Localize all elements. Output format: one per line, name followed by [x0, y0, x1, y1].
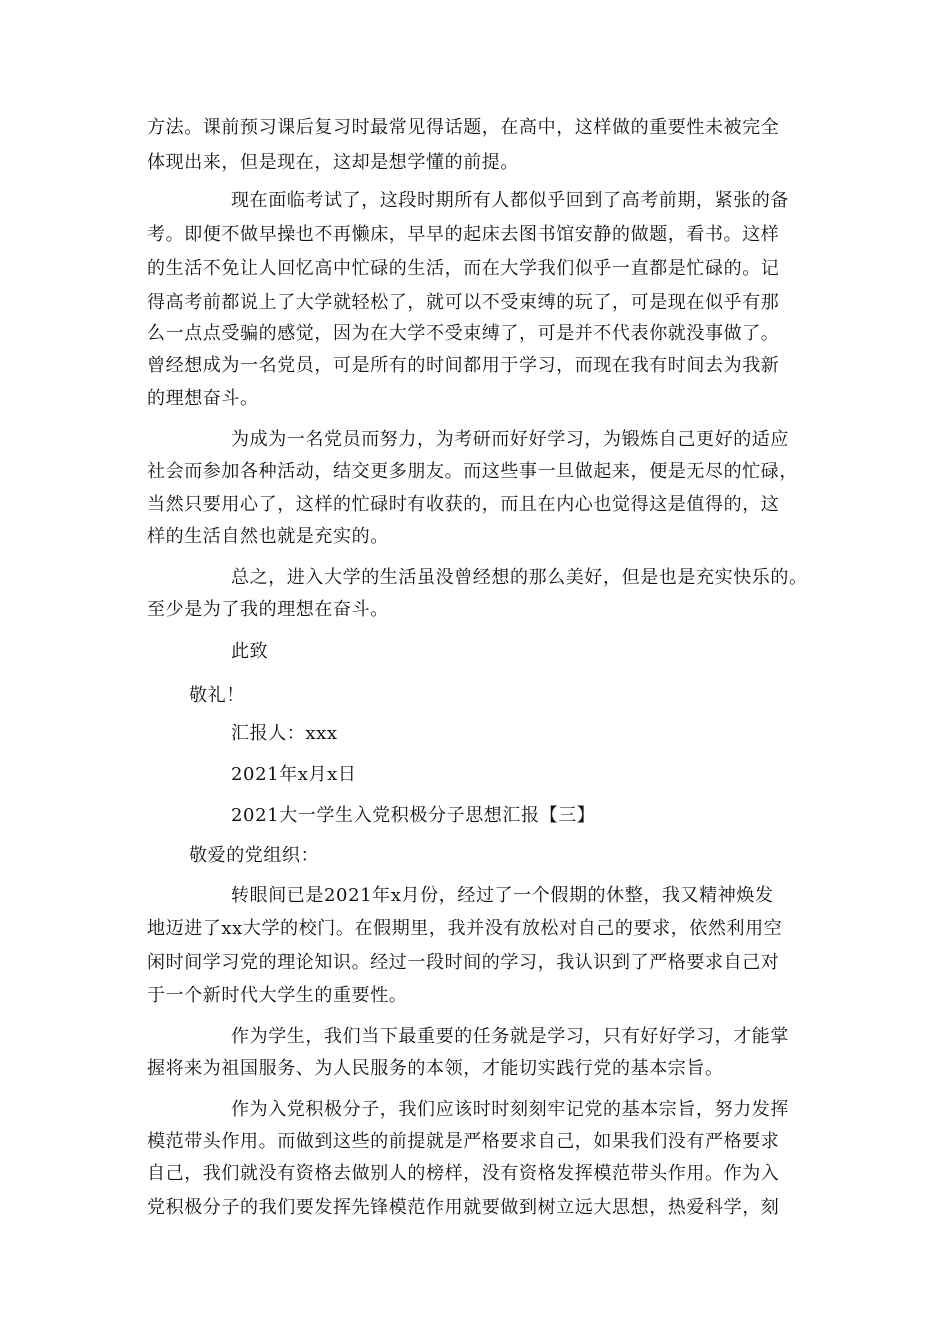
report-date: 2021年x月x日 — [231, 764, 357, 785]
text-line: 体现出来，但是现在，这却是想学懂的前提。 — [147, 152, 519, 173]
text-line: 转眼间已是2021年x月份，经过了一个假期的休整，我又精神焕发 — [231, 885, 774, 906]
text-line: 握将来为祖国服务、为人民服务的本领，才能切实践行党的基本宗旨。 — [147, 1058, 724, 1079]
text-line: 作为入党积极分子，我们应该时时刻刻牢记党的基本宗旨，努力发挥 — [231, 1099, 789, 1120]
text-line: 当然只要用心了，这样的忙碌时有收获的，而且在内心也觉得这是值得的，这 — [147, 494, 780, 515]
text-line: 样的生活自然也就是充实的。 — [147, 526, 389, 547]
text-line: 现在面临考试了，这段时期所有人都似乎回到了高考前期，紧张的备 — [231, 190, 789, 211]
text-line: 方法。课前预习课后复习时最常见得话题，在高中，这样做的重要性未被完全 — [147, 117, 780, 138]
text-line: 总之，进入大学的生活虽没曾经想的那么美好，但是也是充实快乐的。 — [231, 567, 808, 588]
greeting: 敬爱的党组织： — [189, 845, 320, 866]
text-line: 至少是为了我的理想在奋斗。 — [147, 599, 389, 620]
text-line: 社会而参加各种活动，结交更多朋友。而这些事一旦做起来，便是无尽的忙碌， — [147, 461, 798, 482]
text-line: 的理想奋斗。 — [147, 388, 259, 409]
closing-salutation: 此致 — [231, 641, 269, 662]
text-line: 党积极分子的我们要发挥先锋模范作用就要做到树立远大思想，热爱科学，刻 — [147, 1197, 780, 1218]
text-line: 考。即便不做早操也不再懒床，早早的起床去图书馆安静的做题，看书。这样 — [147, 224, 780, 245]
text-line: 么一点点受骗的感觉，因为在大学不受束缚了，可是并不代表你就没事做了。 — [147, 323, 780, 344]
text-line: 得高考前都说上了大学就轻松了，就可以不受束缚的玩了，可是现在似乎有那 — [147, 292, 780, 313]
text-line: 模范带头作用。而做到这些的前提就是严格要求自己，如果我们没有严格要求 — [147, 1131, 780, 1152]
text-line: 为成为一名党员而努力，为考研而好好学习，为锻炼自己更好的适应 — [231, 429, 789, 450]
text-line: 曾经想成为一名党员，可是所有的时间都用于学习，而现在我有时间去为我新 — [147, 355, 780, 376]
text-line: 作为学生，我们当下最重要的任务就是学习，只有好好学习，才能掌 — [231, 1026, 789, 1047]
text-line: 的生活不免让人回忆高中忙碌的生活，而在大学我们似乎一直都是忙碌的。记 — [147, 258, 780, 279]
text-line: 于一个新时代大学生的重要性。 — [147, 985, 408, 1006]
section-heading: 2021大一学生入党积极分子思想汇报【三】 — [231, 805, 596, 826]
text-line: 闲时间学习党的理论知识。经过一段时间的学习，我认识到了严格要求自己对 — [147, 952, 780, 973]
closing-regards: 敬礼！ — [189, 685, 245, 706]
reporter-signature: 汇报人：xxx — [231, 723, 338, 744]
text-line: 自己，我们就没有资格去做别人的榜样，没有资格发挥模范带头作用。作为入 — [147, 1163, 780, 1184]
text-line: 地迈进了xx大学的校门。在假期里，我并没有放松对自己的要求，依然利用空 — [147, 918, 783, 939]
